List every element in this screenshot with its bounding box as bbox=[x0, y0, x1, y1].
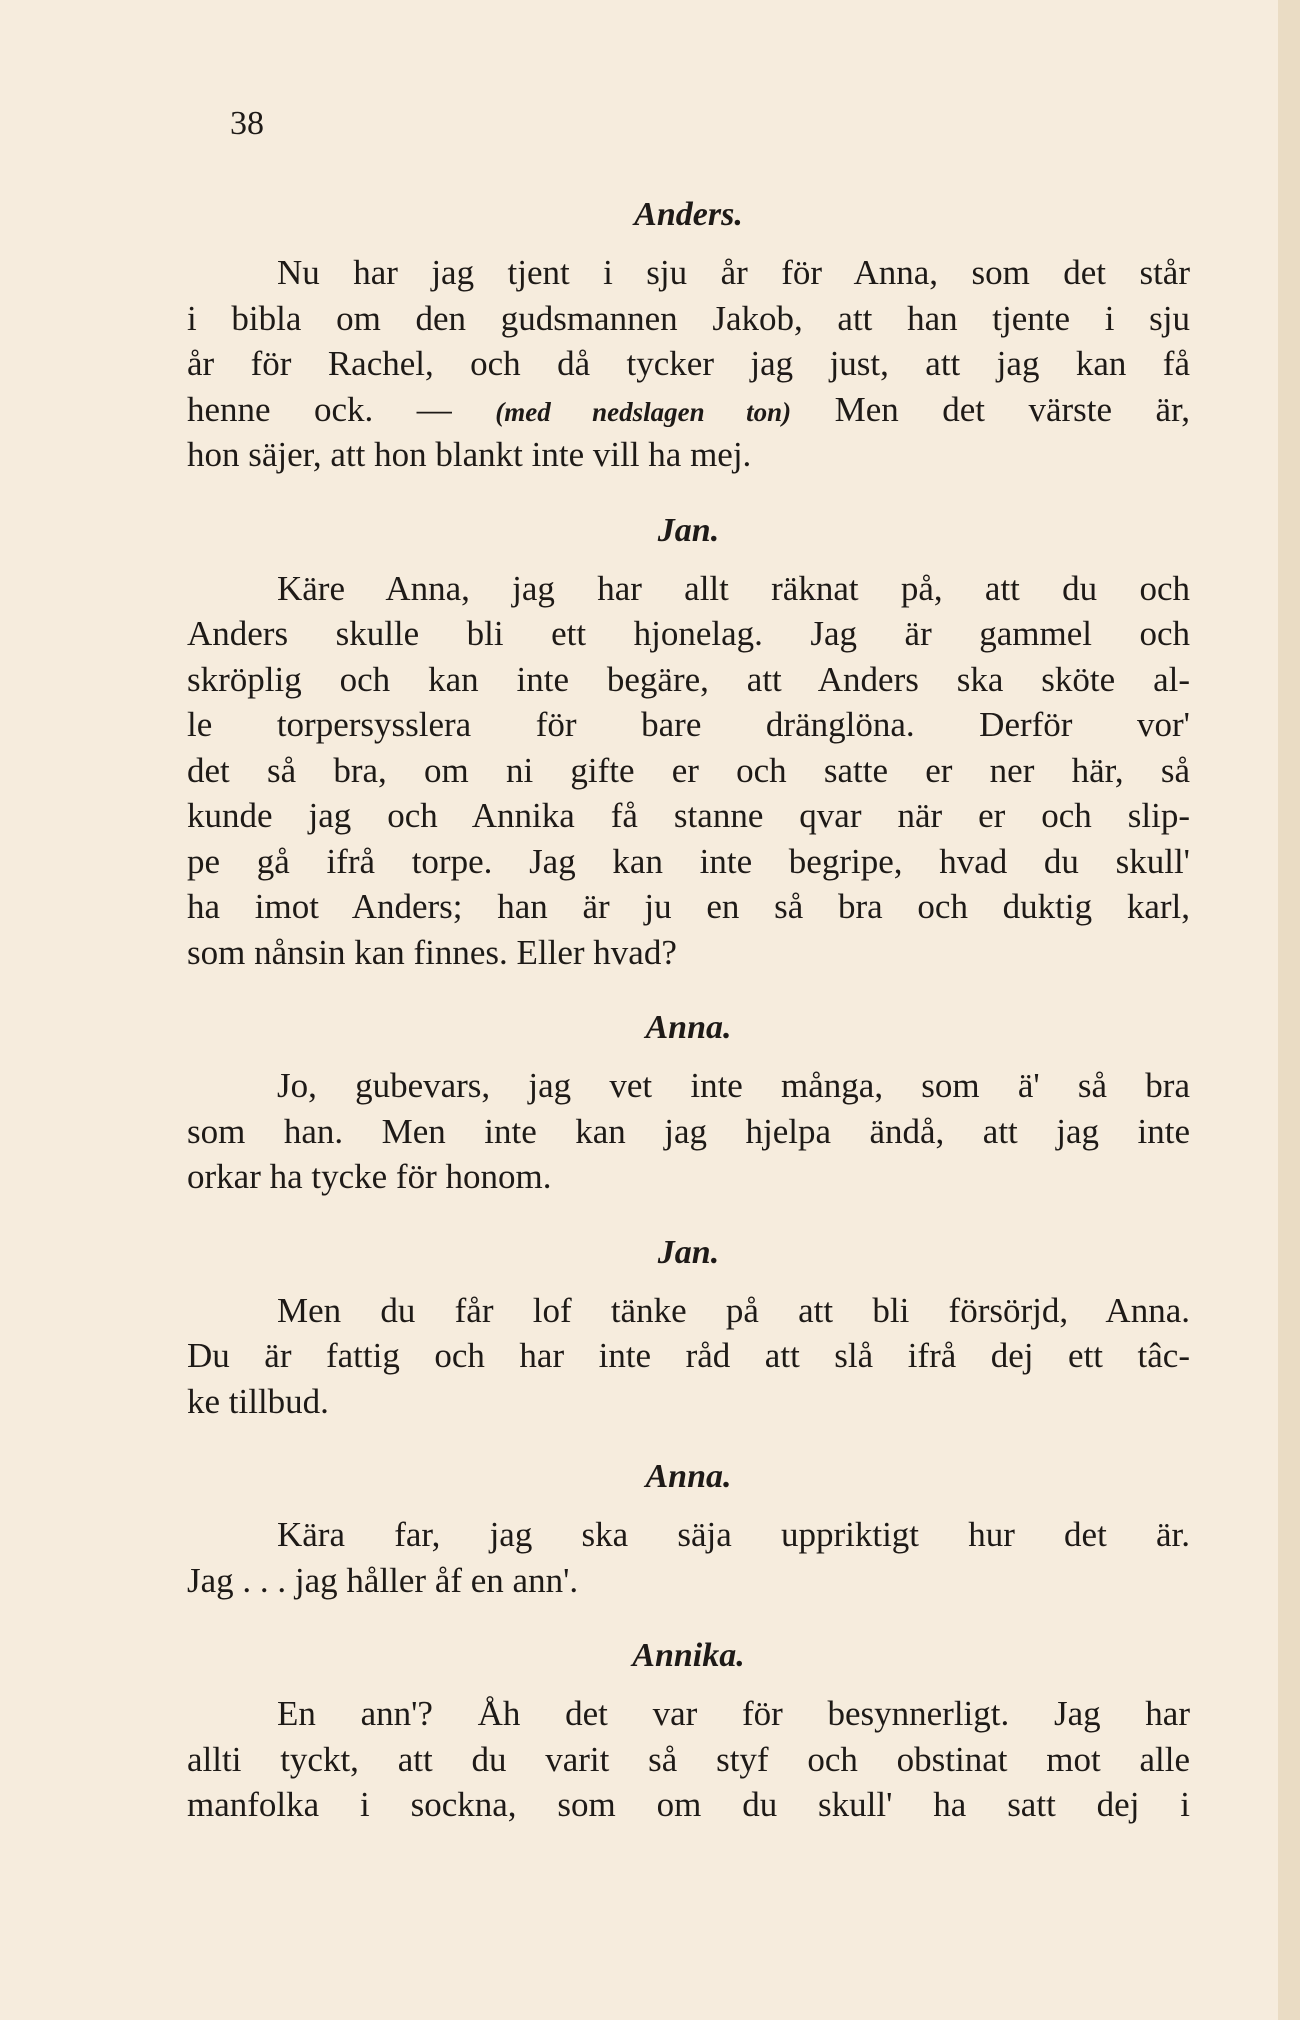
text-line: år för Rachel, och då tycker jag just, att jag kan få bbox=[187, 344, 1190, 383]
stage-direction: (med nedslagen ton) bbox=[495, 396, 792, 427]
text-line: i bibla om den gudsmannen Jakob, att han tjente i sju bbox=[187, 298, 1190, 338]
text-line: Jag . . . jag håller åf en ann'. bbox=[187, 1560, 579, 1600]
text-line: det så bra, om ni gifte er och satte er ner här, så bbox=[187, 750, 1190, 790]
text-line: som han. Men inte kan jag hjelpa ändå, att jag inte bbox=[187, 1111, 1190, 1151]
text-line: le torpersysslera för bare dränglöna. Derför vor' bbox=[187, 705, 1190, 744]
page-number: 38 bbox=[230, 105, 264, 142]
speaker-anna: Anna. bbox=[645, 1009, 732, 1046]
text-line: hon säjer, att hon blankt inte vill ha mej. bbox=[187, 435, 752, 474]
speaker-jan: Jan. bbox=[657, 511, 720, 549]
text-line: orkar ha tycke för honom. bbox=[187, 1157, 552, 1196]
text-line: ke tillbud. bbox=[187, 1381, 329, 1421]
text-line: Käre Anna, jag har allt räknat på, att du och bbox=[277, 568, 1190, 608]
text-line: Men du får lof tänke på att bli försörjd, Anna. bbox=[277, 1290, 1190, 1330]
text-line: Du är fattig och har inte råd att slå ifrå dej ett tâc- bbox=[187, 1336, 1190, 1375]
text-line: manfolka i sockna, som om du skull' ha satt dej i bbox=[187, 1785, 1190, 1824]
text-line: Anders skulle bli ett hjonelag. Jag är gammel och bbox=[187, 614, 1190, 653]
text-line: Jo, gubevars, jag vet inte många, som ä' så bra bbox=[277, 1066, 1190, 1105]
dialogue-text bbox=[187, 180, 1190, 1828]
speaker-anna: Anna. bbox=[645, 1458, 732, 1495]
speaker-annika: Annika. bbox=[632, 1637, 745, 1674]
text-line: allti tyckt, att du varit så styf och obstinat mot alle bbox=[187, 1739, 1190, 1779]
page-edge bbox=[1278, 0, 1300, 2020]
text-line: kunde jag och Annika få stanne qvar när er och slip- bbox=[187, 796, 1190, 835]
text-line: Nu har jag tjent i sju år för Anna, som det står bbox=[277, 253, 1190, 292]
text-line: En ann'? Åh det var för besynnerligt. Jag har bbox=[277, 1694, 1190, 1733]
speaker-anders: Anders. bbox=[634, 196, 743, 233]
speaker-jan: Jan. bbox=[657, 1233, 720, 1271]
text-line: Kära far, jag ska säja uppriktigt hur det är. bbox=[277, 1515, 1190, 1554]
text-line: skröplig och kan inte begäre, att Anders ska sköte al- bbox=[187, 659, 1190, 699]
text-line-with-stage-direction: henne ock. — (med nedslagen ton) Men det värste är, bbox=[187, 389, 1191, 429]
text-line: som nånsin kan finnes. Eller hvad? bbox=[187, 932, 677, 972]
text-line: pe gå ifrå torpe. Jag kan inte begripe, hvad du skull' bbox=[187, 841, 1190, 881]
text-line: ha imot Anders; han är ju en så bra och duktig karl, bbox=[187, 887, 1190, 926]
